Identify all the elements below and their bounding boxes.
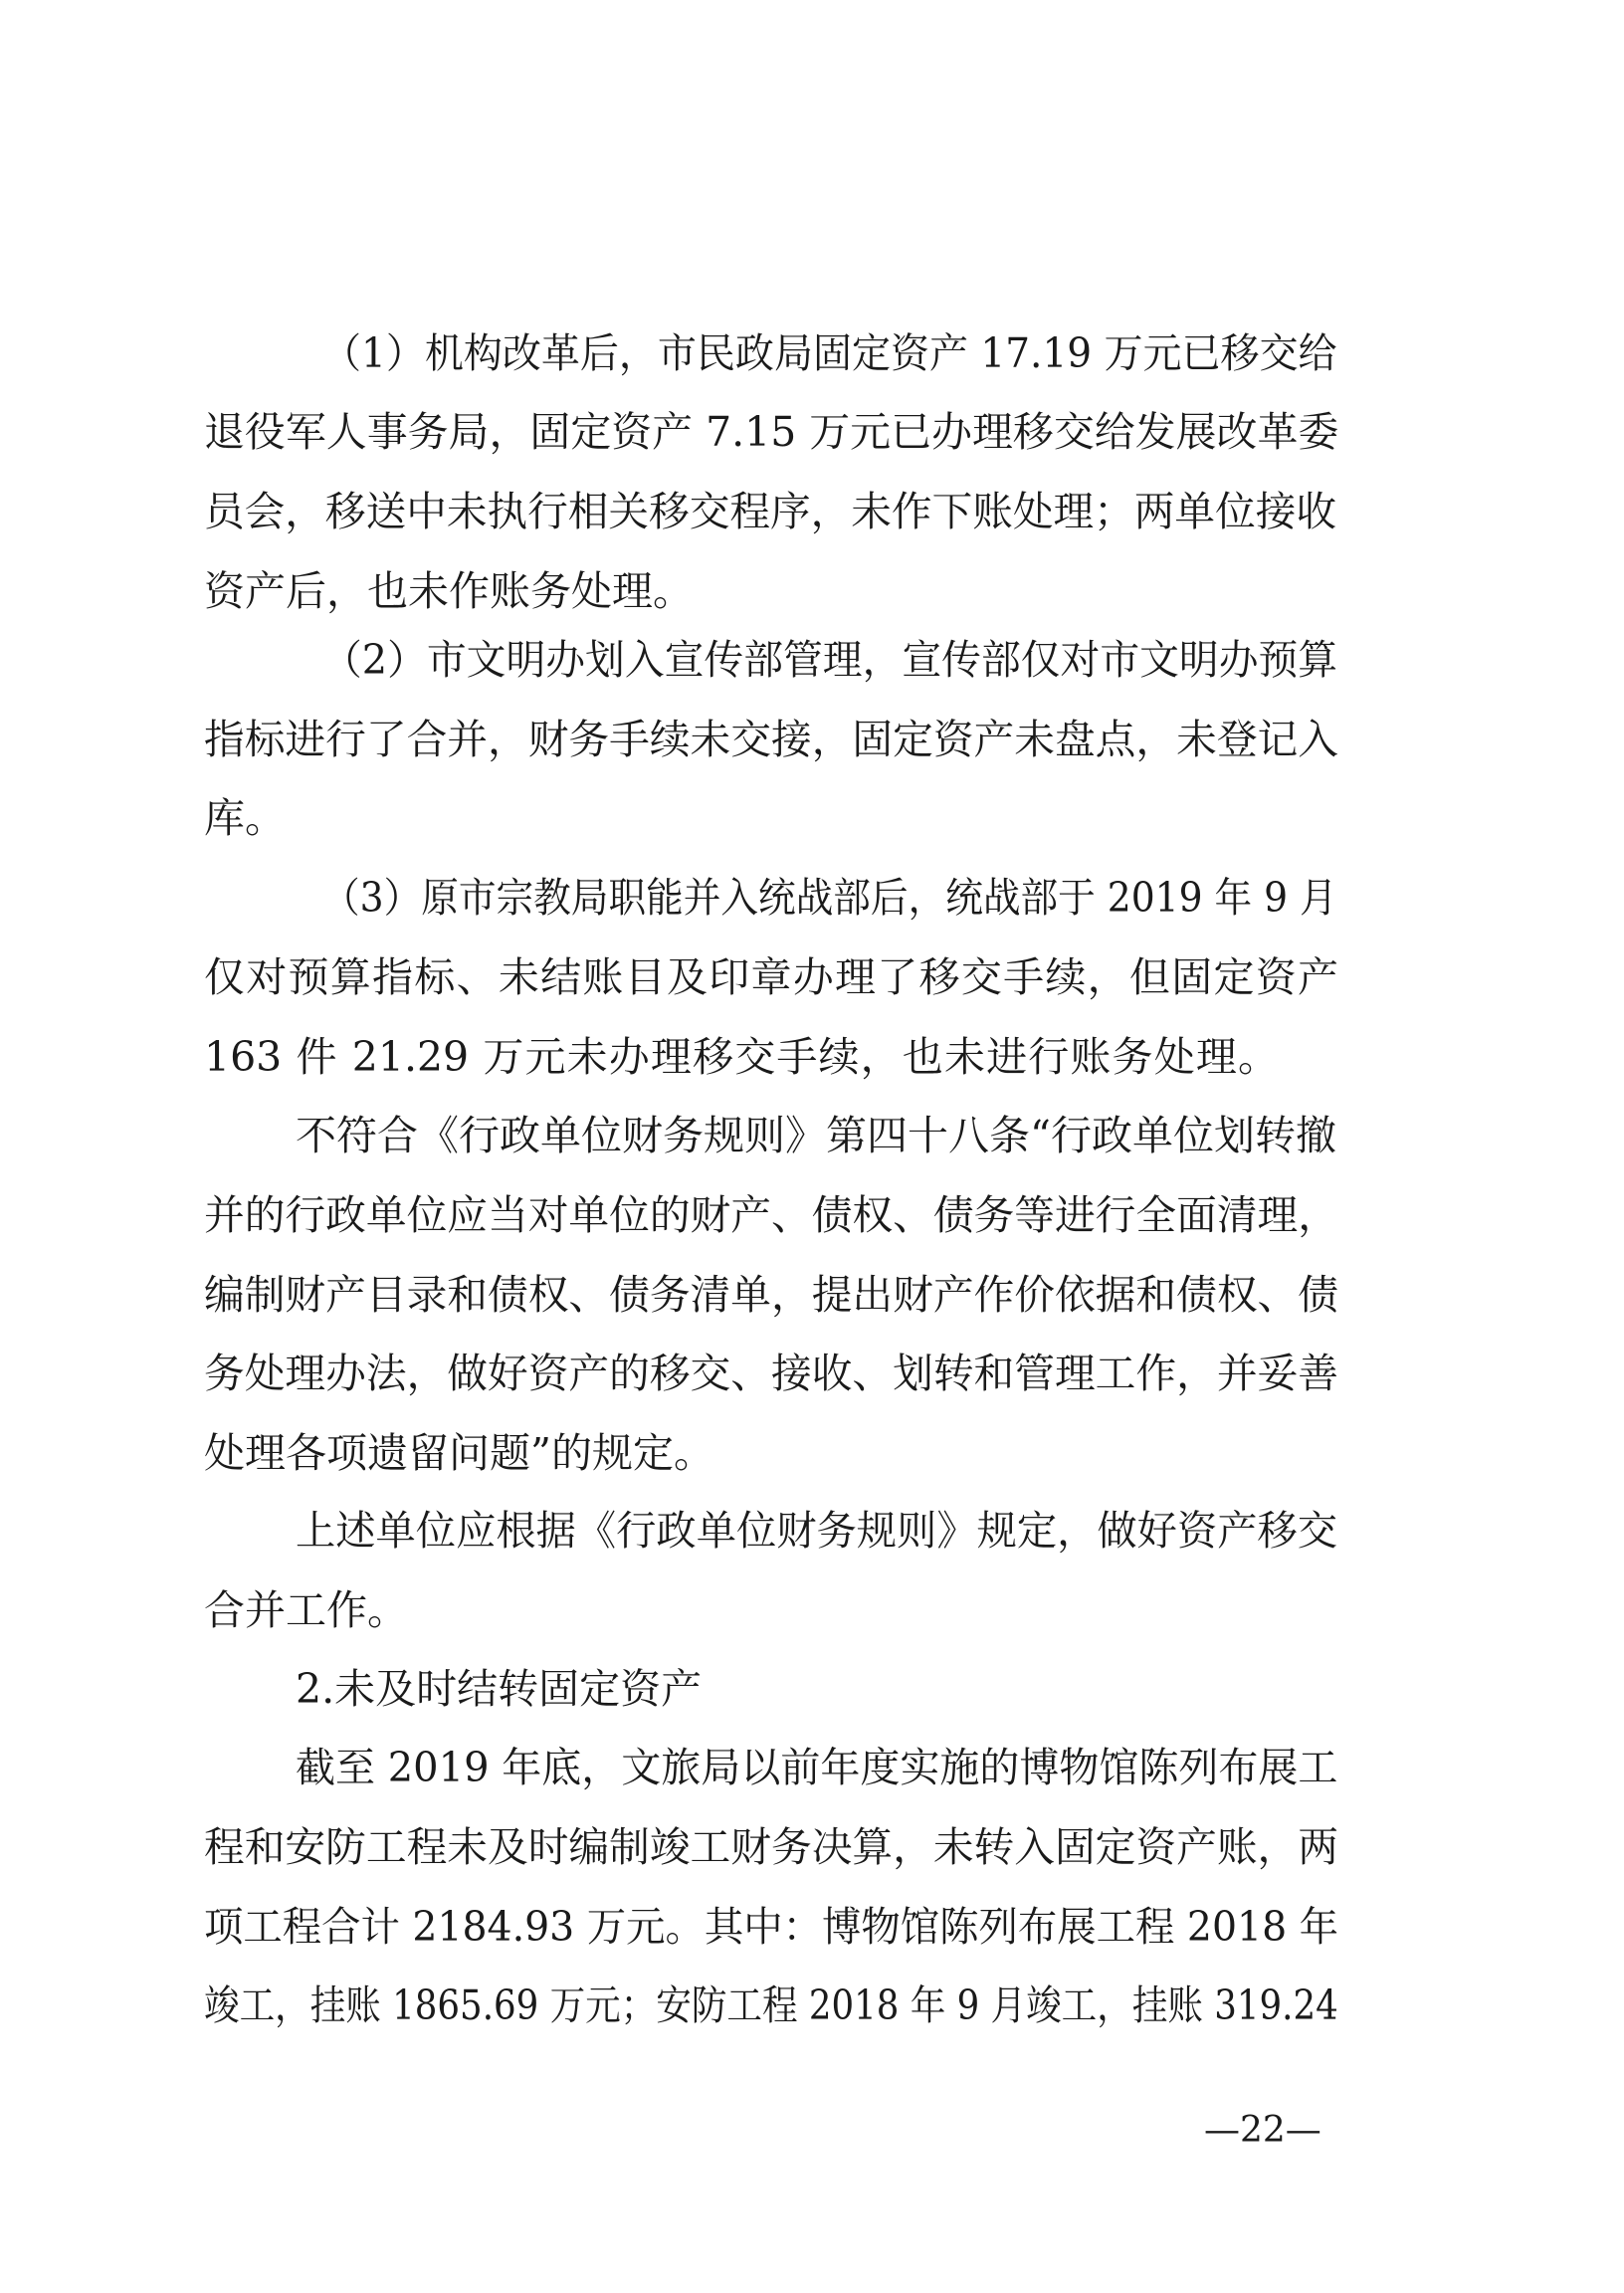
- text-line: 员会，移送中未执行相关移交程序，未作下账处理；两单位接收: [204, 488, 1337, 535]
- section-heading: 2.未及时结转固定资产: [296, 1665, 703, 1713]
- text-line: 务处理办法，做好资产的移交、接收、划转和管理工作，并妥善: [204, 1350, 1338, 1397]
- text-line: 合并工作。: [204, 1586, 408, 1634]
- text-line: 项工程合计 2184.93 万元。其中：博物馆陈列布展工程 2018 年: [204, 1903, 1338, 1951]
- page-number: —22—: [1204, 2110, 1321, 2151]
- text-line: （3）原市宗教局职能并入统战部后，统战部于 2019 年 9 月: [322, 874, 1337, 922]
- text-line: 163 件 21.29 万元未办理移交手续，也未进行账务处理。: [204, 1033, 1279, 1081]
- text-line: 仅对预算指标、未结账目及印章办理了移交手续，但固定资产: [204, 953, 1338, 1001]
- text-line: 不符合《行政单位财务规则》第四十八条“行政单位划转撤: [296, 1112, 1336, 1159]
- text-line: （1）机构改革后，市民政局固定资产 17.19 万元已移交给: [322, 329, 1337, 377]
- text-line: （2）市文明办划入宣传部管理，宣传部仅对市文明办预算: [322, 636, 1337, 684]
- text-line: 上述单位应根据《行政单位财务规则》规定，做好资产移交: [296, 1507, 1338, 1555]
- text-line: 库。: [204, 794, 286, 842]
- text-line: 并的行政单位应当对单位的财产、债权、债务等进行全面清理，: [204, 1191, 1338, 1239]
- text-line: 指标进行了合并，财务手续未交接，固定资产未盘点，未登记入: [204, 716, 1338, 763]
- text-line: 竣工，挂账 1865.69 万元；安防工程 2018 年 9 月竣工，挂账 319.24: [204, 1981, 1338, 2029]
- text-line: 处理各项遗留问题”的规定。: [204, 1429, 714, 1477]
- text-line: 截至 2019 年底，文旅局以前年度实施的博物馆陈列布展工: [296, 1744, 1338, 1791]
- text-line: 编制财产目录和债权、债务清单，提出财产作价依据和债权、债: [204, 1271, 1338, 1319]
- text-line: 退役军人事务局，固定资产 7.15 万元已办理移交给发展改革委: [204, 408, 1338, 456]
- text-line: 资产后，也未作账务处理。: [204, 567, 694, 615]
- text-line: 程和安防工程未及时编制竣工财务决算，未转入固定资产账，两: [204, 1823, 1338, 1871]
